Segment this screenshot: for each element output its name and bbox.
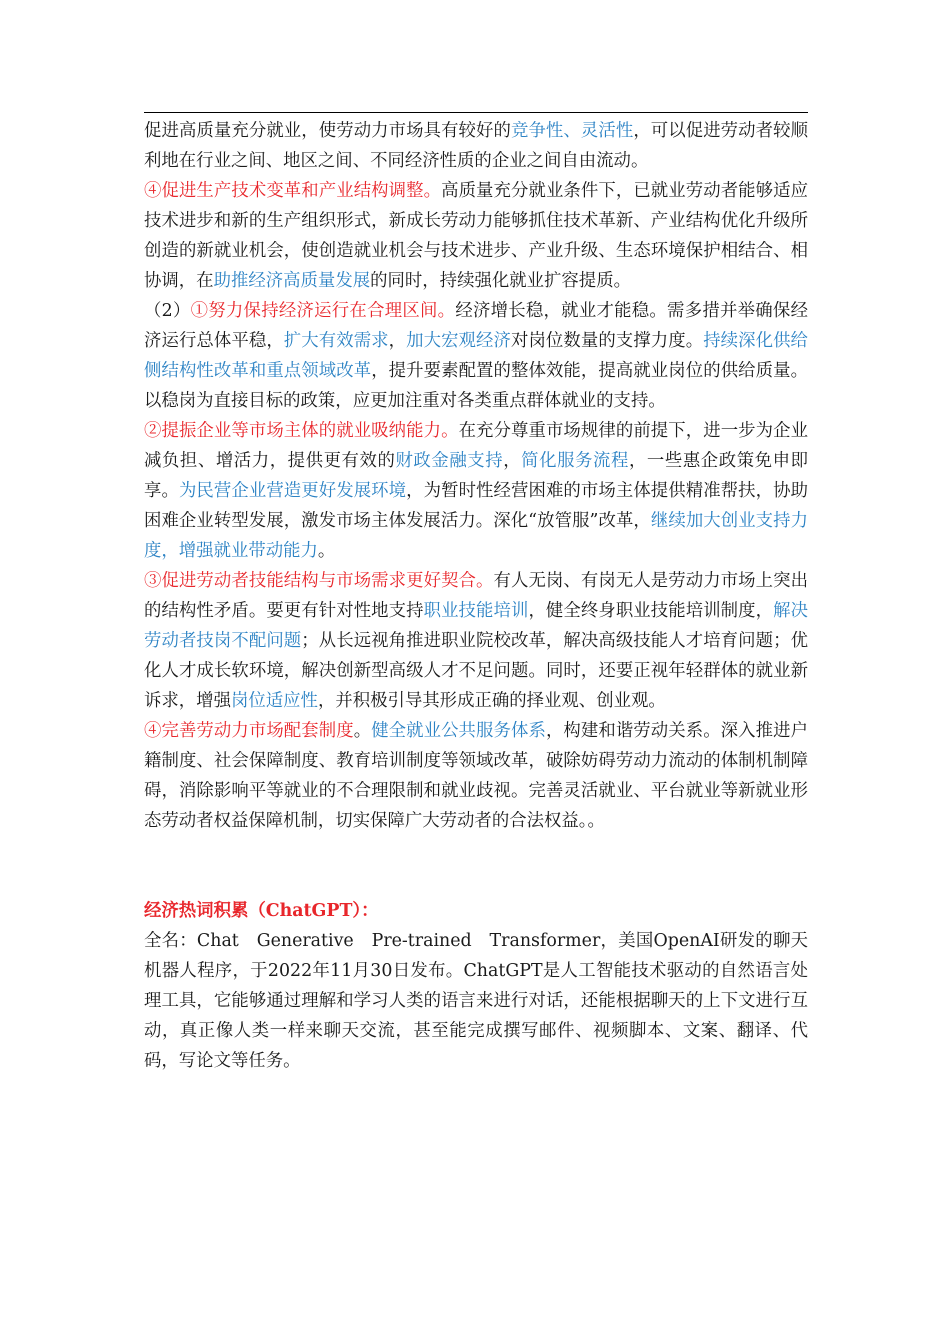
- text-span: 促进高质量充分就业，使劳动力市场具有较好的: [144, 121, 511, 141]
- point-heading: ④完善劳动力市场配套制度: [144, 721, 354, 741]
- highlight-blue: 财政金融支持: [395, 451, 504, 471]
- header-rule: [144, 112, 808, 113]
- document-page: [144, 112, 808, 1076]
- text-span: ，提升要素配置的整体效能，提高就业岗位的供给质量。以稳岗为直接目标的政策，应更加注重对各类重点群体就业的支持。: [144, 361, 808, 411]
- text-span: ，: [503, 451, 522, 471]
- highlight-blue: 简化服务流程: [521, 451, 629, 471]
- point-heading: ③促进劳动者技能结构与市场需求更好契合。: [144, 571, 494, 591]
- highlight-blue: 助推经济高质量发展: [213, 271, 371, 291]
- text-span: 经济增长稳，就业才能稳。需多措并举确保经济运行总体平稳，: [144, 301, 808, 351]
- point-heading: ④促进生产技术变革和产业结构调整。: [144, 181, 442, 201]
- highlight-blue: 持续深化供给侧结构性改革和重点领域改革: [144, 331, 808, 381]
- paragraph-skills: [144, 566, 808, 716]
- text-span: ，构建和谐劳动关系。深入推进户籍制度、社会保障制度、教育培训制度等领域改革，破除妨碍劳动力流动的体制机制障碍，消除影响平等就业的不合理限制和就业歧视。完善灵活就业、平台就业等新就业形态劳动者权益保障机制，切实保障广大劳动者的合法权益。。: [144, 721, 808, 831]
- paragraph-tech-change: [144, 176, 808, 296]
- highlight-blue: 为民营企业营造更好发展环境: [178, 481, 407, 501]
- section-number: （2）: [144, 301, 191, 321]
- highlight-blue: 解决劳动者技岗不配问题: [144, 601, 808, 651]
- text-span: 有人无岗、有岗无人是劳动力市场上突出的结构性矛盾。要更有针对性地支持: [144, 571, 808, 621]
- highlight-blue: 健全就业公共服务体系: [371, 721, 546, 741]
- text-span: ，为暂时性经营困难的市场主体提供精准帮扶，协助困难企业转型发展，激发市场主体发展活力。深化“放管服”改革，: [144, 481, 808, 531]
- text-span: ，并积极引导其形成正确的择业观、创业观。: [317, 691, 666, 711]
- section-body: 全名：Chat Generative Pre-trained Transformer，美国OpenAI研发的聊天机器人程序，于2022年11月30日发布。ChatGPT是人工智能技术驱动的自然语言处理工具，它能够通过理解和学习人类的语言来进行对话，还能根据聊天的上下文进行互动，真正像人类一样来聊天交流，甚至能完成撰写邮件、视频脚本、文案、翻译、代码，写论文等任务。: [144, 931, 808, 1071]
- text-span: ；从长远视角推进职业院校改革，解决高级技能人才培育问题；优化人才成长软环境，解决创新型高级人才不足问题。同时，还要正视年轻群体的就业新诉求，增强: [144, 631, 808, 711]
- section-heading: 经济热词积累（ChatGPT）：: [144, 901, 379, 921]
- highlight-blue: 职业技能培训: [423, 601, 529, 621]
- text-span: 。: [353, 721, 372, 741]
- highlight-blue: 竞争性、灵活性: [510, 121, 634, 141]
- text-span: ，一些惠企政策免申即享。: [144, 451, 808, 501]
- highlight-blue: 扩大有效需求: [283, 331, 389, 351]
- paragraph-economy-range: [144, 296, 808, 416]
- highlight-blue: 加大宏观经济: [406, 331, 511, 351]
- text-span: 高质量充分就业条件下，已就业劳动者能够适应技术进步和新的生产组织形式，新成长劳动力能够抓住技术革新、产业结构优化升级所创造的新就业机会，使创造就业机会与技术进步、产业升级、生态环境保护相结合、相协调，在: [144, 181, 808, 291]
- section-spacer: [144, 836, 808, 896]
- text-span: 对岗位数量的支撑力度。: [510, 331, 704, 351]
- point-heading: ②提振企业等市场主体的就业吸纳能力。: [144, 421, 459, 441]
- highlight-blue: 继续加大创业支持力度，增强就业带动能力: [144, 511, 808, 561]
- highlight-blue: 岗位适应性: [230, 691, 318, 711]
- text-span: 。: [317, 541, 336, 561]
- text-span: ，健全终身职业技能培训制度，: [528, 601, 774, 621]
- text-span: ，可以促进劳动者较顺利地在行业之间、地区之间、不同经济性质的企业之间自由流动。: [144, 121, 808, 171]
- paragraph-competitiveness: [144, 116, 808, 176]
- text-span: ，: [388, 331, 407, 351]
- paragraph-labor-system: [144, 716, 808, 836]
- point-heading: ①努力保持经济运行在合理区间。: [190, 301, 456, 321]
- paragraph-market-entities: [144, 416, 808, 566]
- text-span: 在充分尊重市场规律的前提下，进一步为企业减负担、增活力，提供更有效的: [144, 421, 808, 471]
- text-span: 的同时，持续强化就业扩容提质。: [370, 271, 631, 291]
